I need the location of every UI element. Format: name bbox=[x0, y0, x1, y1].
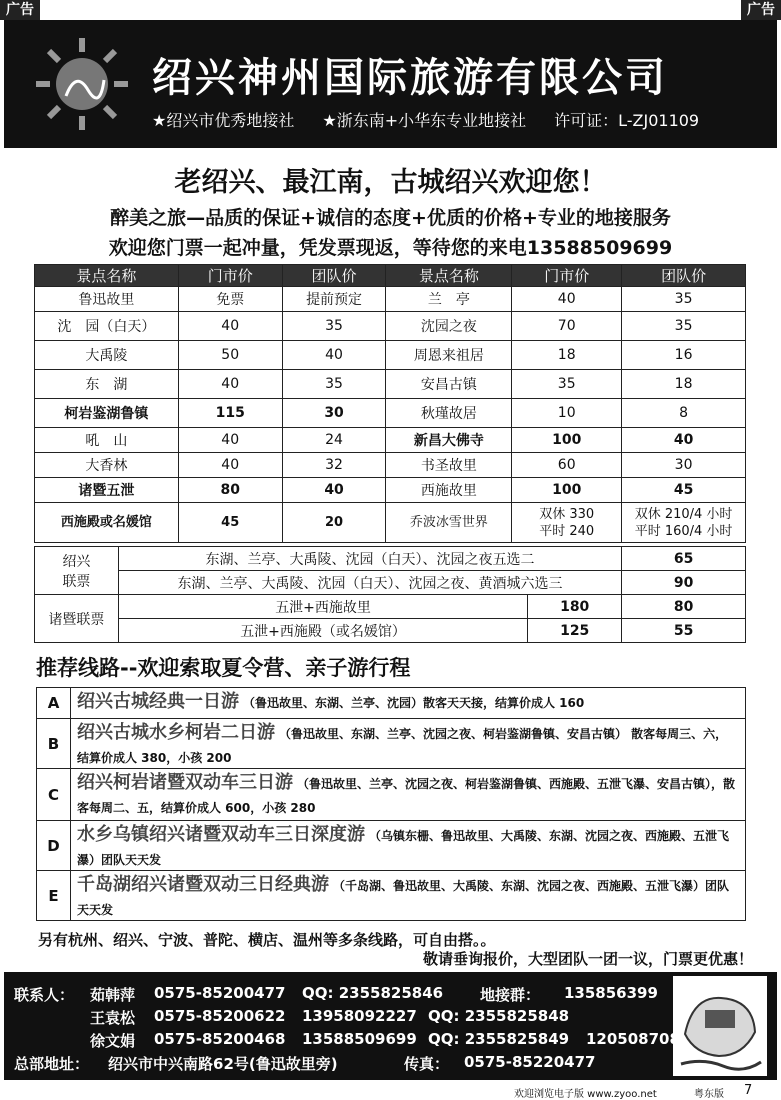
company-name: 绍兴神州国际旅游有限公司 bbox=[152, 55, 668, 101]
site-name: 秋瑾故居 bbox=[386, 399, 512, 428]
group-price: 30 bbox=[282, 399, 386, 428]
contact-phone: 0575-85200468 bbox=[154, 1030, 286, 1048]
route-name: 绍兴古城经典一日游 bbox=[77, 691, 239, 712]
contact-name: 茹韩萍 bbox=[90, 986, 136, 1004]
route-letter: E bbox=[37, 871, 71, 920]
contact-qq: QQ: 2355825849 bbox=[428, 1030, 570, 1048]
route-item bbox=[36, 769, 746, 821]
route-item bbox=[36, 871, 746, 921]
group-price: 35 bbox=[622, 287, 746, 312]
retail-price: 50 bbox=[178, 341, 282, 370]
contact-name: 王袁松 bbox=[90, 1009, 136, 1027]
retail-price: 35 bbox=[512, 370, 622, 399]
more-routes-note: 另有杭州、绍兴、宁波、普陀、横店、温州等多条线路，可自由搭。。 bbox=[38, 931, 496, 949]
combo-desc: 东湖、兰亭、大禹陵、沈园（白天）、沈园之夜五选二 bbox=[118, 547, 621, 571]
route-name: 绍兴柯岩诸暨双动车三日游 bbox=[77, 772, 293, 793]
retail-price: 100 bbox=[512, 478, 622, 503]
col-header-retail-b: 门市价 bbox=[512, 265, 622, 287]
col-header-group-a: 团队价 bbox=[282, 265, 386, 287]
route-body bbox=[71, 821, 745, 870]
col-header-retail-a: 门市价 bbox=[178, 265, 282, 287]
group-price: 40 bbox=[622, 428, 746, 453]
route-name: 水乡乌镇绍兴诸暨双动车三日深度游 bbox=[77, 824, 365, 845]
site-name: 新昌大佛寺 bbox=[386, 428, 512, 453]
route-detail: （千岛湖、鲁迅故里、大禹陵、东湖、沈园之夜、西施殿、五泄飞瀑）团队天天发 bbox=[77, 879, 730, 917]
route-body bbox=[71, 769, 745, 820]
ad-tag-left: 广告 bbox=[0, 0, 40, 20]
col-header-site-a: 景点名称 bbox=[35, 265, 179, 287]
retail-price: 10 bbox=[512, 399, 622, 428]
route-name: 绍兴古城水乡柯岩二日游 bbox=[77, 722, 275, 743]
site-name: 吼 山 bbox=[35, 428, 179, 453]
shaoxing-combo-label-line1: 绍兴 bbox=[62, 553, 91, 570]
route-letter: A bbox=[37, 688, 71, 718]
table-row bbox=[35, 370, 746, 399]
table-row bbox=[35, 503, 746, 543]
combo-desc: 东湖、兰亭、大禹陵、沈园（白天）、沈园之夜、黄酒城六选三 bbox=[118, 571, 621, 595]
route-body bbox=[71, 719, 745, 768]
route-detail: （鲁迅故里、东湖、兰亭、沈园）散客天天接，结算价成人 160 bbox=[243, 696, 585, 710]
site-name: 安昌古镇 bbox=[386, 370, 512, 399]
site-name: 书圣故里 bbox=[386, 453, 512, 478]
retail-price: 45 bbox=[178, 503, 282, 543]
tag-excellent: ★绍兴市优秀地接社 bbox=[152, 111, 295, 130]
route-item bbox=[36, 687, 746, 719]
table-row bbox=[35, 453, 746, 478]
combo-retail: 125 bbox=[528, 619, 622, 643]
route-detail: （鲁迅故里、东湖、兰亭、沈园之夜、柯岩鉴湖鲁镇、安昌古镇） 散客每周三、六，结算价成人 380，小孩 200 bbox=[77, 727, 728, 765]
table-row bbox=[35, 619, 746, 643]
contact-extra: 120508708 bbox=[586, 1030, 680, 1048]
route-letter: C bbox=[37, 769, 71, 820]
retail-price: 40 bbox=[178, 312, 282, 341]
license-number: 许可证：L-ZJ01109 bbox=[554, 111, 700, 130]
group-price: 20 bbox=[282, 503, 386, 543]
contact-mobile: 13958092227 bbox=[302, 1007, 417, 1025]
site-name: 西施殿或名媛馆 bbox=[35, 503, 179, 543]
ad-tag-right: 广告 bbox=[741, 0, 781, 20]
contact-qq: QQ: 2355825848 bbox=[428, 1007, 570, 1025]
inquiry-note: 敬请垂询报价，大型团队一团一议，门票更优惠！ bbox=[422, 950, 753, 968]
site-name: 兰 亭 bbox=[386, 287, 512, 312]
group-price: 30 bbox=[622, 453, 746, 478]
call-slogan: 欢迎您门票一起冲量，凭发票现返，等待您的来电13588509699 bbox=[108, 237, 673, 259]
contact-name: 徐文娟 bbox=[90, 1032, 136, 1050]
site-name: 大禹陵 bbox=[35, 341, 179, 370]
retail-price: 40 bbox=[178, 370, 282, 399]
table-row bbox=[35, 312, 746, 341]
retail-price: 免票 bbox=[178, 287, 282, 312]
group-price: 40 bbox=[282, 341, 386, 370]
price-table bbox=[34, 264, 746, 543]
address-label: 总部地址： bbox=[14, 1055, 90, 1073]
combo-desc: 五泄+西施殿（或名媛馆） bbox=[118, 619, 527, 643]
group-price: 16 bbox=[622, 341, 746, 370]
combo-price: 55 bbox=[622, 619, 746, 643]
group-weekday: 平时 160/4 小时 bbox=[634, 523, 733, 539]
table-row bbox=[35, 571, 746, 595]
page-number: 7 bbox=[744, 1083, 753, 1098]
route-body bbox=[71, 688, 745, 718]
header-tags bbox=[152, 108, 699, 131]
site-name: 鲁迅故里 bbox=[35, 287, 179, 312]
group-price: 24 bbox=[282, 428, 386, 453]
table-row bbox=[35, 478, 746, 503]
contact-mobile: 13588509699 bbox=[302, 1030, 417, 1048]
retail-price: 40 bbox=[178, 453, 282, 478]
site-link[interactable]: 欢迎浏览电子版 www.zyoo.net bbox=[514, 1089, 657, 1100]
retail-price: 40 bbox=[178, 428, 282, 453]
address: 绍兴市中兴南路62号(鲁迅故里旁) bbox=[108, 1055, 338, 1073]
contact-phone: 0575-85200477 bbox=[154, 984, 286, 1002]
group-price: 32 bbox=[282, 453, 386, 478]
sun-logo-icon bbox=[32, 34, 132, 134]
retail-price: 80 bbox=[178, 478, 282, 503]
table-row bbox=[35, 341, 746, 370]
table-row bbox=[35, 595, 746, 619]
table-row bbox=[35, 428, 746, 453]
shaoxing-combo-label bbox=[35, 547, 119, 595]
group-price: 提前预定 bbox=[282, 287, 386, 312]
route-letter: D bbox=[37, 821, 71, 870]
price-table-header bbox=[35, 265, 746, 287]
table-row bbox=[35, 287, 746, 312]
edition-label: 粤东版 bbox=[694, 1089, 724, 1100]
main-slogan: 老绍兴、最江南，古城绍兴欢迎您！ bbox=[174, 167, 607, 198]
site-name: 西施故里 bbox=[386, 478, 512, 503]
group-weekend: 双休 210/4 小时 bbox=[634, 506, 733, 522]
group-label: 地接群： bbox=[480, 986, 541, 1004]
fax-number: 0575-85220477 bbox=[464, 1053, 596, 1071]
combo-desc: 五泄+西施故里 bbox=[118, 595, 527, 619]
retail-price: 40 bbox=[512, 287, 622, 312]
site-name: 柯岩鉴湖鲁镇 bbox=[35, 399, 179, 428]
page-bottom-bar bbox=[0, 1081, 781, 1100]
site-name: 周恩来祖居 bbox=[386, 341, 512, 370]
retail-price: 60 bbox=[512, 453, 622, 478]
group-price: 35 bbox=[282, 312, 386, 341]
site-name: 沈 园（白天） bbox=[35, 312, 179, 341]
route-item bbox=[36, 821, 746, 871]
contact-label: 联系人： bbox=[14, 986, 75, 1004]
group-number: 135856399 bbox=[564, 984, 658, 1002]
routes-list bbox=[36, 687, 746, 921]
group-price-split bbox=[622, 503, 746, 543]
combo-price: 80 bbox=[622, 595, 746, 619]
combo-price: 90 bbox=[622, 571, 746, 595]
retail-price: 70 bbox=[512, 312, 622, 341]
route-name: 千岛湖绍兴诸暨双动三日经典游 bbox=[77, 874, 329, 895]
group-price: 40 bbox=[282, 478, 386, 503]
retail-weekend: 双休 330 bbox=[539, 506, 595, 522]
combo-price: 65 bbox=[622, 547, 746, 571]
route-detail: （鲁迅故里、兰亭、沈园之夜、柯岩鉴湖鲁镇、西施殿、五泄飞瀑、安昌古镇），散客每周二、五，结算价成人 600，小孩 280 bbox=[77, 777, 736, 815]
group-price: 45 bbox=[622, 478, 746, 503]
retail-price: 18 bbox=[512, 341, 622, 370]
combo-retail: 180 bbox=[528, 595, 622, 619]
group-price: 8 bbox=[622, 399, 746, 428]
col-header-group-b: 团队价 bbox=[622, 265, 746, 287]
retail-price: 115 bbox=[178, 399, 282, 428]
table-row bbox=[35, 547, 746, 571]
brand-stamp-icon bbox=[673, 976, 767, 1076]
retail-weekday: 平时 240 bbox=[539, 523, 595, 539]
routes-title: 推荐线路--欢迎索取夏令营、亲子游行程 bbox=[36, 656, 411, 680]
zhuji-combo-label: 诸暨联票 bbox=[35, 595, 119, 643]
contact-qq: QQ: 2355825846 bbox=[302, 984, 444, 1002]
header-banner bbox=[4, 20, 777, 148]
route-detail: （乌镇东栅、鲁迅故里、大禹陵、东湖、沈园之夜、西施殿、五泄飞瀑）团队天天发 bbox=[77, 829, 730, 867]
fax-label: 传真： bbox=[404, 1055, 450, 1073]
combo-ticket-table bbox=[34, 546, 746, 643]
group-price: 35 bbox=[622, 312, 746, 341]
retail-price-split bbox=[512, 503, 622, 543]
tag-specialist: ★浙东南+小华东专业地接社 bbox=[322, 111, 527, 130]
site-name: 沈园之夜 bbox=[386, 312, 512, 341]
table-row bbox=[35, 399, 746, 428]
site-name: 大香林 bbox=[35, 453, 179, 478]
shaoxing-combo-label-line2: 联票 bbox=[62, 573, 91, 590]
site-name: 诸暨五泄 bbox=[35, 478, 179, 503]
contact-phone: 0575-85200622 bbox=[154, 1007, 286, 1025]
route-item bbox=[36, 719, 746, 769]
route-body bbox=[71, 871, 745, 920]
contact-footer bbox=[4, 972, 777, 1080]
site-name: 乔波冰雪世界 bbox=[386, 503, 512, 543]
quality-slogan: 醉美之旅—品质的保证+诚信的态度+优质的价格+专业的地接服务 bbox=[110, 207, 671, 229]
col-header-site-b: 景点名称 bbox=[386, 265, 512, 287]
group-price: 35 bbox=[282, 370, 386, 399]
route-letter: B bbox=[37, 719, 71, 768]
retail-price: 100 bbox=[512, 428, 622, 453]
group-price: 18 bbox=[622, 370, 746, 399]
site-name: 东 湖 bbox=[35, 370, 179, 399]
